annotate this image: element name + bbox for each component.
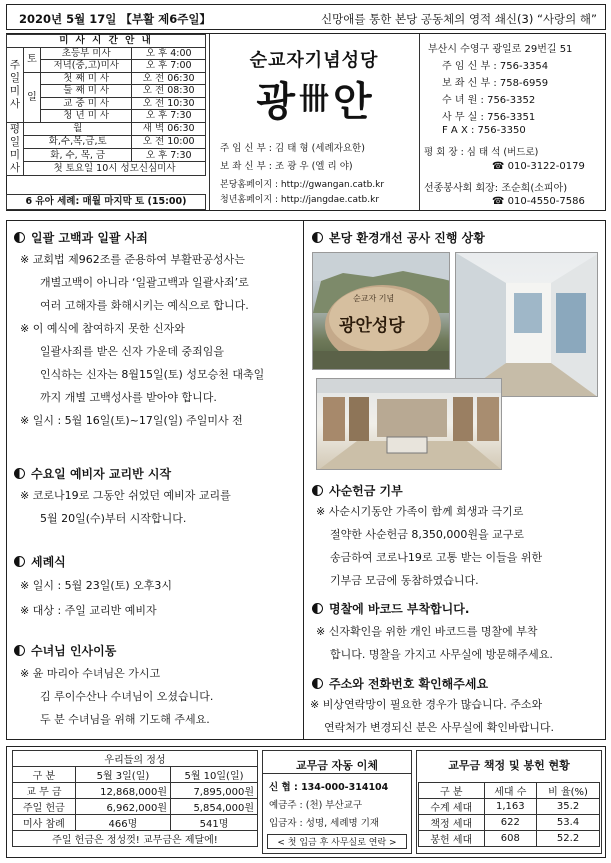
transfer-divider xyxy=(263,773,411,774)
auto-transfer-box xyxy=(262,750,412,854)
exhibit-hall-photo xyxy=(316,378,502,470)
stats-footer: 주일 헌금은 정성껏! 교무금은 제달에! xyxy=(13,831,258,847)
mass-name: 화, 수, 목, 금 xyxy=(24,149,132,162)
contact-row: 사 무 실 : 756-3351 xyxy=(442,112,536,123)
mass-name: 저녁(중,고)미사 xyxy=(41,60,132,73)
church-stone-photo xyxy=(312,252,450,370)
mass-time: 오 후 7:30 xyxy=(132,149,206,162)
saturday-label: 토 xyxy=(24,47,41,72)
cross-icon: 卌 xyxy=(299,82,329,117)
section-body: ※ 비상연락망이 필요한 경우가 많습니다. 주소와 연락처가 변경되신 분은 사무실에 확인바랍니다. xyxy=(310,698,555,734)
half-circle-icon xyxy=(14,468,25,479)
first-saturday-mass: 첫 토요일 10시 성모신심미사 xyxy=(24,162,206,175)
transfer-note: 입금자 : 성명, 세례명 기재 xyxy=(269,818,380,829)
mass-name: 월 xyxy=(24,122,132,135)
mass-name: 교 중 미 사 xyxy=(41,97,132,110)
status-title: 교무금 책정 및 봉헌 현황 xyxy=(448,759,570,772)
half-circle-icon xyxy=(312,678,323,689)
section-title: 사순헌금 기부 xyxy=(312,482,403,499)
transfer-title: 교무금 자동 이체 xyxy=(295,759,379,772)
table-row: 교 무 금 12,868,000원 7,895,000원 xyxy=(13,783,258,799)
mass-time: 오 전 10:30 xyxy=(132,97,206,110)
weekend-mass-label: 주 일 미 사 xyxy=(7,47,24,122)
status-header: 세대 수 xyxy=(484,783,537,799)
header-bar xyxy=(6,4,606,30)
service-head-info: 선종봉사회 회장: 조순희(소피아) xyxy=(424,183,568,194)
table-row: 주일 헌금 6,962,000원 5,854,000원 xyxy=(13,799,258,815)
stats-header: 5월 3일(일) xyxy=(75,767,170,783)
mass-time: 오 후 7:30 xyxy=(132,110,206,123)
mass-time: 새 벽 06:30 xyxy=(132,122,206,135)
mass-time: 오 전 08:30 xyxy=(132,85,206,98)
half-circle-icon xyxy=(14,556,25,567)
section-body: ※ 윤 마리아 수녀님은 가시고 김 루이수산나 수녀님이 오셨습니다. 두 분 수녀님을 위해 기도해 주세요. xyxy=(20,667,214,726)
table-row: 책정 세대 622 53.4 xyxy=(419,815,600,831)
section-body: ※ 코로나19로 그동안 쉬었던 예비자 교리를 5월 20일(수)부터 시작합니다. xyxy=(20,489,231,525)
exhibit-illustration xyxy=(317,379,502,470)
mass-time: 오 후 4:00 xyxy=(132,47,206,60)
stone-big-text: 광안성당 xyxy=(339,316,405,336)
mass-schedule-table xyxy=(6,34,206,176)
church-logo-title: 광 卌 안 xyxy=(210,70,418,127)
mass-name: 초등부 미사 xyxy=(41,47,132,60)
status-header: 비 율(%) xyxy=(537,783,600,799)
section-title: 주소와 전화번호 확인해주세요 xyxy=(312,675,488,692)
transfer-footer: < 첫 입금 후 사무실로 연락 > xyxy=(267,834,407,849)
table-row: 수계 세대 1,163 35.2 xyxy=(419,799,600,815)
header-date: 2020년 5월 17일 【부활 제6주일】 xyxy=(19,12,211,26)
youth-homepage-link[interactable]: 청년홈페이지 : http://jangdae.catb.kr xyxy=(220,195,380,205)
section-body: ※ 교회법 제962조를 준용하여 부활판공성사는 개별고백이 아니라 ‘일괄고백과 일괄사죄’로 여러 고해자를 화해시키는 예식으로 합니다. ※ 이 예식에 참여하지 못한 신자와 일괄사죄를 받은 신자 가운데 중죄임을 인식하는 신자는 8월15일(토) 성모승천 대축일 까지 개별 고백성사를 받아야 합니다. ※ 일시 : 5월 16일(토)~17일(일) 주일미사 전 xyxy=(20,253,265,427)
offering-stats-table xyxy=(12,750,258,847)
transfer-holder: 예금주 : (천) 부산교구 xyxy=(269,800,363,811)
stats-header: 5월 10일(일) xyxy=(171,767,258,783)
half-circle-icon xyxy=(312,232,323,243)
church-title-block xyxy=(209,34,417,210)
corridor-photo xyxy=(455,252,598,397)
table-row: 미사 참례 466명 541명 xyxy=(13,815,258,831)
contact-row: 보 좌 신 부 : 758-6959 xyxy=(442,78,549,89)
contact-info xyxy=(419,34,606,210)
mass-time: 오 전 06:30 xyxy=(132,72,206,85)
half-circle-icon xyxy=(14,645,25,656)
section-body: ※ 일시 : 5월 23일(토) 오후3시 ※ 대상 : 주일 교리반 예비자 xyxy=(20,579,172,617)
section-title: 세례식 xyxy=(14,553,66,570)
mass-time: 오 후 7:00 xyxy=(132,60,206,73)
header-theme: 신망애를 통한 본당 공동체의 영적 쇄신(3) “사랑의 해” xyxy=(321,12,597,26)
homepage-link[interactable]: 본당홈페이지 : http://gwangan.catb.kr xyxy=(220,180,385,190)
mass-name: 청 년 미 사 xyxy=(41,110,132,123)
section-title: 명찰에 바코드 부착합니다. xyxy=(312,600,469,617)
half-circle-icon xyxy=(14,232,25,243)
status-table xyxy=(418,782,600,847)
section-title: 본당 환경개선 공사 진행 상황 xyxy=(312,229,485,246)
stats-title: 우리들의 정성 xyxy=(13,751,258,767)
church-address: 부산시 수영구 광일로 29번길 51 xyxy=(428,44,573,55)
contact-row: 주 임 신 부 : 756-3354 xyxy=(442,61,549,72)
assistant-priest-info: 보 좌 신 부 : 조 광 우 (엘 리 야) xyxy=(220,161,353,172)
section-title: 수요일 예비자 교리반 시작 xyxy=(14,465,171,482)
sunday-label: 일 xyxy=(24,72,41,122)
stone-small-text: 순교자 기념 xyxy=(353,294,395,303)
contact-row: F A X : 756-3350 xyxy=(442,125,526,136)
status-header: 구 분 xyxy=(419,783,485,799)
section-title: 수녀님 인사이동 xyxy=(14,642,116,659)
chairman-phone: ☎ 010-3122-0179 xyxy=(492,161,585,172)
contact-row: 수 녀 원 : 756-3352 xyxy=(442,95,536,106)
section-title: 일괄 고백과 일괄 사죄 xyxy=(14,229,148,246)
transfer-account: 신 협 : 134-000-314104 xyxy=(269,782,389,793)
stats-header: 구 분 xyxy=(13,767,76,783)
section-body: ※ 사순시기동안 가족이 함께 희생과 극기로 절약한 사순헌금 8,350,000원을 교구로 송금하여 코로나19로 고통 받는 이들을 위한 기부금 모금에 동참하였습니다. xyxy=(316,505,543,587)
half-circle-icon xyxy=(312,485,323,496)
column-divider xyxy=(303,220,304,740)
pastor-info: 주 임 신 부 : 김 태 형 (세례자요한) xyxy=(220,143,365,154)
mass-schedule-title: 미 사 시 간 안 내 xyxy=(7,35,206,48)
weekday-mass-label: 평 일 미 사 xyxy=(7,122,24,175)
mass-name: 화,수,목,금,토 xyxy=(24,135,132,148)
infant-baptism-note: 6 유아 세례: 매월 마지막 토 (15:00) xyxy=(6,194,206,210)
section-body: ※ 신자확인을 위한 개인 바코드를 명찰에 부착 합니다. 명찰을 가지고 사무실에 방문해주세요. xyxy=(316,625,553,661)
chairman-info: 평 회 장 : 심 태 석 (버드로) xyxy=(424,147,539,158)
church-name: 순교자기념성당 xyxy=(249,50,379,71)
mass-name: 첫 째 미 사 xyxy=(41,72,132,85)
mass-time: 오 전 10:00 xyxy=(132,135,206,148)
table-row: 봉헌 세대 608 52.2 xyxy=(419,831,600,847)
corridor-illustration xyxy=(456,253,598,397)
mass-name: 둘 째 미 사 xyxy=(41,85,132,98)
service-head-phone: ☎ 010-4550-7586 xyxy=(492,196,585,207)
half-circle-icon xyxy=(312,603,323,614)
